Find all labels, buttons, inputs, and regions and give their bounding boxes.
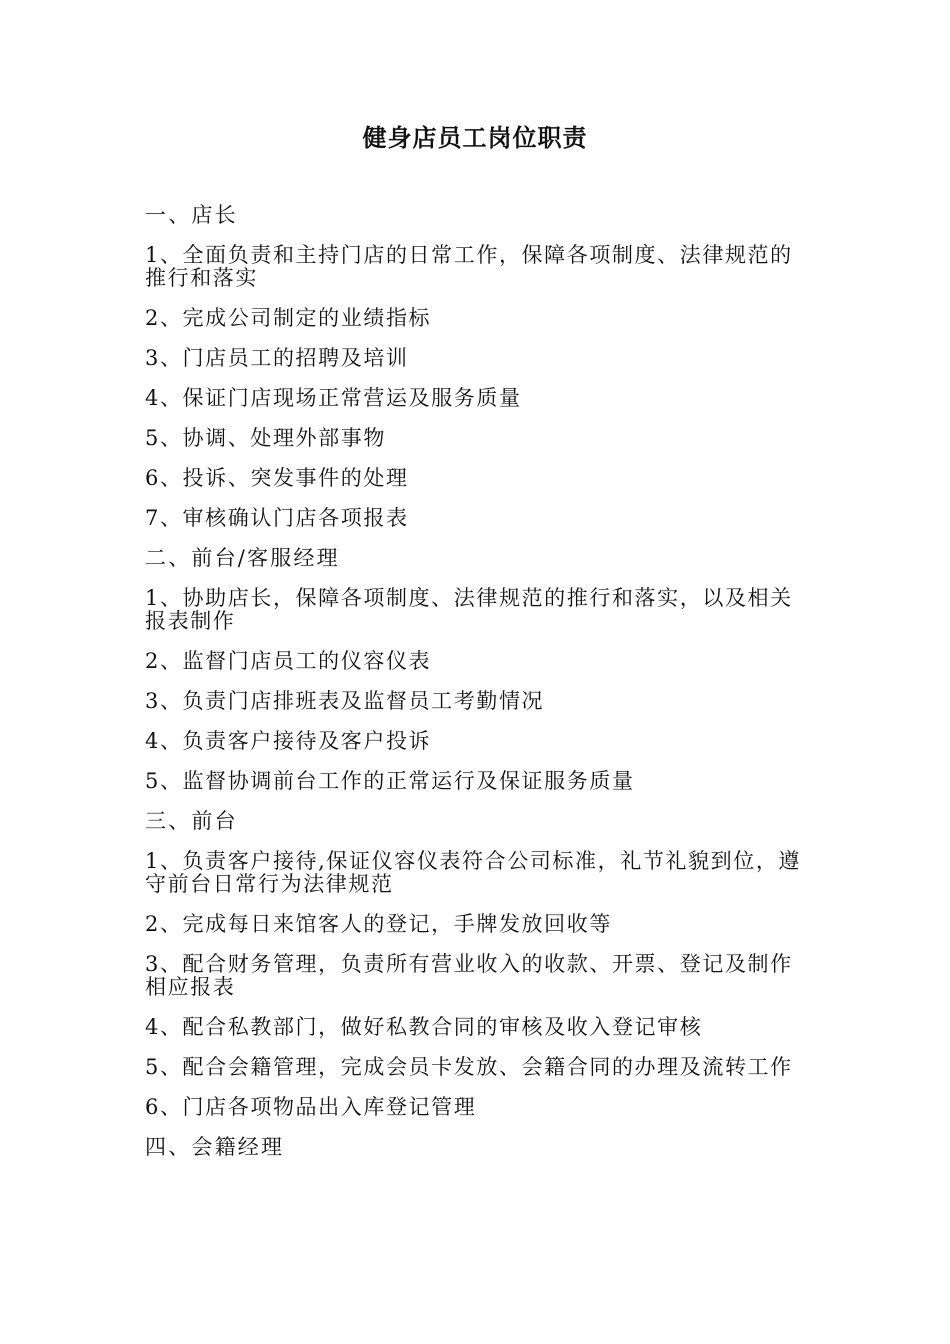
duty-item: 3、门店员工的招聘及培训 — [145, 346, 409, 370]
document-body — [145, 204, 805, 1176]
duty-item: 5、配合会籍管理，完成会员卡发放、会籍合同的办理及流转工作 — [145, 1055, 793, 1079]
duty-item: 3、负责门店排班表及监督员工考勤情况 — [145, 689, 545, 713]
duty-item: 5、协调、处理外部事物 — [145, 426, 386, 450]
duty-item: 6、投诉、突发事件的处理 — [145, 466, 409, 490]
duty-item: 2、完成公司制定的业绩指标 — [145, 306, 432, 330]
section-heading-store-manager: 一、店长 — [145, 203, 238, 227]
duty-item: 7、审核确认门店各项报表 — [145, 506, 409, 530]
section-heading-front-desk: 三、前台 — [145, 809, 238, 833]
document-title: 健身店员工岗位职责 — [362, 124, 588, 152]
duty-item: 1、全面负责和主持门店的日常工作，保障各项制度、法律规范的推行和落实 — [145, 243, 793, 290]
duty-item: 2、监督门店员工的仪容仪表 — [145, 649, 432, 673]
section-heading-membership-manager: 四、会籍经理 — [145, 1135, 285, 1159]
duty-item: 1、协助店长，保障各项制度、法律规范的推行和落实，以及相关报表制作 — [145, 586, 793, 633]
section-heading-front-desk-manager: 二、前台/客服经理 — [145, 546, 340, 570]
duty-item: 3、配合财务管理，负责所有营业收入的收款、开票、登记及制作相应报表 — [145, 952, 793, 999]
duty-item: 6、门店各项物品出入库登记管理 — [145, 1095, 477, 1119]
duty-item: 4、负责客户接待及客户投诉 — [145, 729, 432, 753]
duty-item: 4、保证门店现场正常营运及服务质量 — [145, 386, 522, 410]
duty-item: 1、负责客户接待,保证仪容仪表符合公司标准，礼节礼貌到位，遵守前台日常行为法律规范 — [145, 849, 802, 896]
duty-item: 5、监督协调前台工作的正常运行及保证服务质量 — [145, 769, 635, 793]
duty-item: 4、配合私教部门，做好私教合同的审核及收入登记审核 — [145, 1015, 703, 1039]
duty-item: 2、完成每日来馆客人的登记，手牌发放回收等 — [145, 912, 612, 936]
